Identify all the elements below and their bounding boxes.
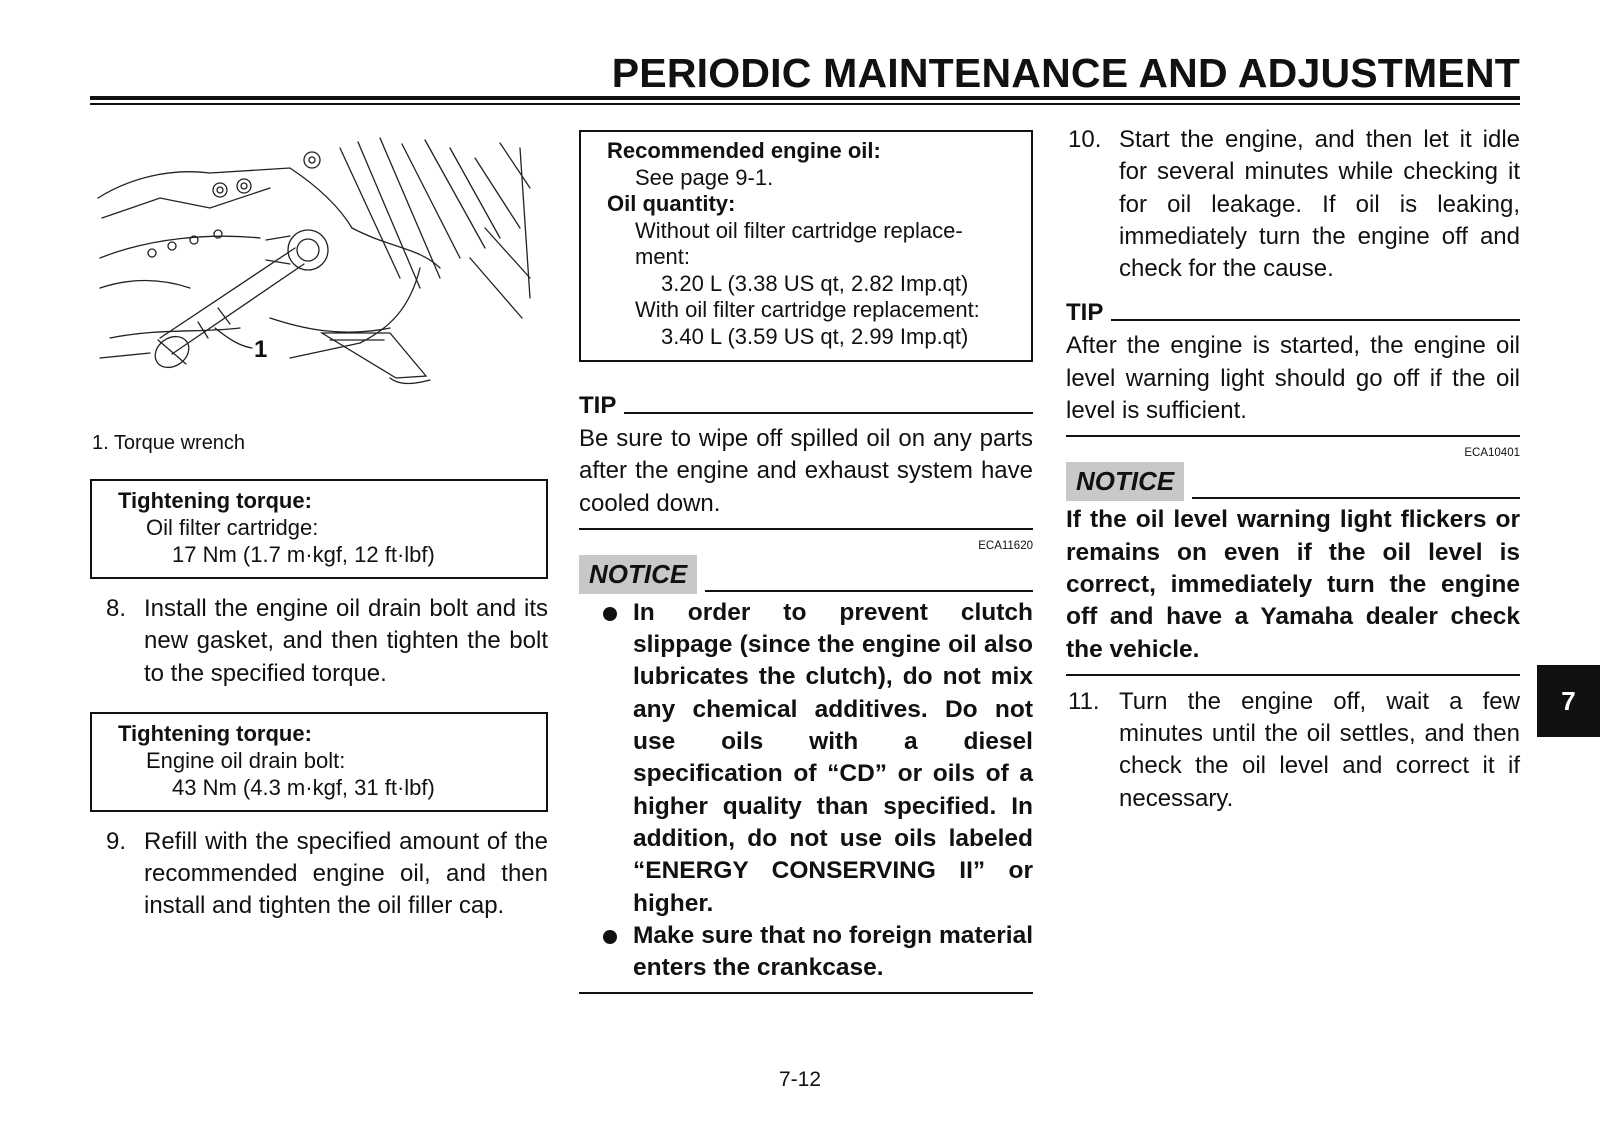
figure-callout-label: 1 [254, 336, 268, 363]
step-8 [90, 593, 548, 690]
notice-code: ECA11620 [978, 539, 1033, 552]
notice-end-rule [579, 992, 1033, 994]
column-right [1066, 124, 1520, 815]
bullet-text: In order to prevent clutch slippage (since the engine oil also lubricates the clutch), do not mix any chemical additives. Do not use oils with a diesel specification of “CD” or oils of a higher quality than specified. In addition, do not use oils labeled “ENERGY CONSERVING II” or higher. [633, 598, 1033, 917]
page-header [90, 46, 1520, 106]
column-left [90, 128, 548, 923]
header-rule-thin [90, 103, 1520, 105]
spec-line: ment: [635, 244, 691, 269]
notice-bullet-2 [579, 920, 1033, 985]
spec-box-oil [579, 130, 1033, 362]
spec-value: 3.20 L (3.38 US qt, 2.82 Imp.qt) [661, 270, 969, 296]
spec-line: See page 9-1. [635, 164, 774, 190]
notice-heading [1066, 462, 1520, 501]
spec-value: 43 Nm (4.3 m·kgf, 31 ft·lbf) [172, 774, 435, 800]
bullet-dot [603, 607, 617, 621]
page-number: 7-12 [778, 1068, 822, 1091]
spec-line: Without oil filter cartridge replace- [635, 217, 963, 243]
tip-heading [579, 392, 1033, 420]
notice-label: NOTICE [1066, 462, 1184, 501]
bullet-dot [603, 930, 617, 944]
page-title: PERIODIC MAINTENANCE AND ADJUSTMENT [611, 50, 1520, 96]
spec-line: With oil filter cartridge replacement: [635, 297, 980, 322]
tip-text: Be sure to wipe off spilled oil on any parts after the engine and exhaust system have cooled down. [579, 425, 1033, 517]
tip-label: TIP [579, 392, 617, 419]
step-10 [1066, 124, 1520, 285]
step-text: Start the engine, and then let it idle for several minutes while checking it for oil leakage. If oil is leaking, immediately turn the engine off and check for the cause. [1119, 126, 1520, 283]
spec-item: Oil filter cartridge: [146, 515, 319, 540]
notice-heading [579, 555, 1033, 594]
spec-box-oil-filter-torque [90, 479, 548, 579]
tip-end-rule [579, 528, 1033, 530]
tip-label: TIP [1066, 299, 1104, 327]
torque-wrench-illustration [90, 128, 548, 418]
notice-text: If the oil level warning light flickers or remains on even if the oil level is correct, immediately turn the engine off and have a Yamaha dealer check the vehicle. [1066, 506, 1520, 663]
spec-value: 17 Nm (1.7 m·kgf, 12 ft·lbf) [172, 542, 435, 567]
step-number: 9. [106, 827, 127, 855]
step-9 [90, 826, 548, 923]
spec-value: 3.40 L (3.59 US qt, 2.99 Imp.qt) [661, 323, 969, 349]
tip-rule [624, 412, 1033, 414]
engine-drawing [90, 128, 548, 418]
notice-bullet-1 [579, 597, 1033, 920]
spec-box-drain-bolt-torque [90, 712, 548, 812]
notice-end-rule [1066, 674, 1520, 676]
step-number: 11. [1068, 687, 1100, 715]
spec-heading: Tightening torque: [118, 720, 312, 746]
step-text: Refill with the specified amount of the recommended engine oil, and then install and tighten the oil filler cap. [144, 827, 548, 920]
tip-rule [1111, 319, 1520, 321]
step-text: Install the engine oil drain bolt and its new gasket, and then tighten the bolt to the specified torque. [144, 595, 548, 687]
step-number: 8. [106, 595, 127, 622]
chapter-tab: 7 [1537, 665, 1600, 737]
column-middle [579, 130, 1033, 994]
figure-caption: 1. Torque wrench [92, 432, 246, 454]
step-text: Turn the engine off, wait a few minutes until the oil settles, and then check the oil level and correct it if necessary. [1119, 687, 1520, 812]
notice-rule [705, 590, 1033, 592]
spec-heading-quantity: Oil quantity: [607, 191, 736, 216]
tip-text: After the engine is started, the engine oil level warning light should go off if the oil level is sufficient. [1066, 332, 1520, 425]
step-number: 10. [1068, 126, 1102, 153]
bullet-text: Make sure that no foreign material enters the crankcase. [633, 921, 1033, 982]
notice-code: ECA10401 [1464, 447, 1520, 460]
spec-heading: Tightening torque: [118, 488, 312, 513]
spec-heading-oil: Recommended engine oil: [607, 138, 881, 163]
tip-heading [1066, 299, 1520, 327]
notice-rule [1192, 497, 1520, 499]
tip-end-rule [1066, 435, 1520, 437]
spec-item: Engine oil drain bolt: [146, 747, 346, 773]
header-rule-thick [90, 96, 1520, 100]
step-11 [1066, 686, 1520, 815]
notice-label: NOTICE [579, 555, 697, 594]
